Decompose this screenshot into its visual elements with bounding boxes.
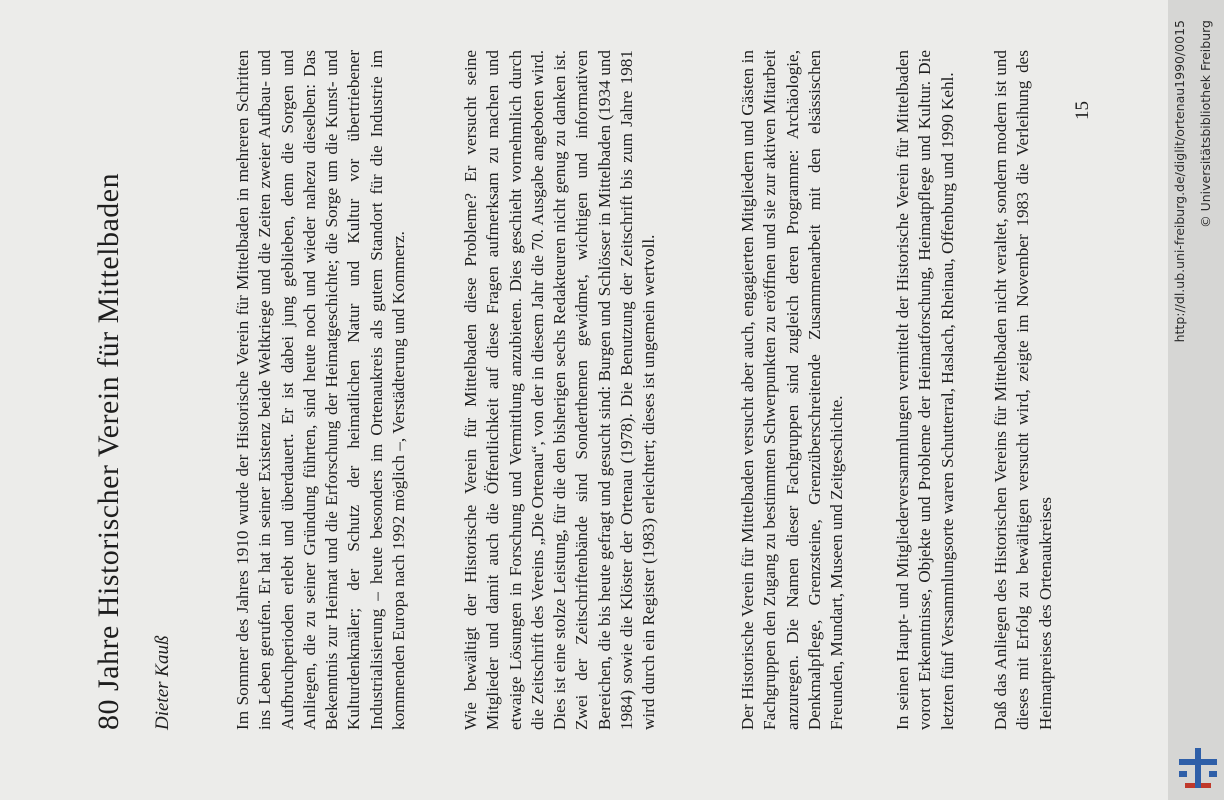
page-number: 15: [1072, 101, 1093, 120]
copyright-notice: © Universitätsbibliothek Freiburg: [1198, 20, 1213, 228]
article-title: 80 Jahre Historischer Verein für Mittelbaden: [92, 172, 125, 730]
paragraph: Im Sommer des Jahres 1910 wurde der Historische Verein für Mittelbaden in mehreren Schritten ins Leben gerufen. Er hat in seiner Existenz beide Weltkriege und die Zeiten zweier Aufbau- und Aufbruchperioden erlebt und überdauert. Er ist dabei jung geblieben, denn die Sorgen und Anliegen, die zu seiner Gründung führten, sind heute noch und wieder nahezu dieselben: Das Bekenntnis zur Heimat und die Erforschung der Heimatgeschichte; die Sorge um die Kunst- und Kulturdenkmäler; der Schutz der heimatlichen Natur und Kultur vor übertriebener Industrialisierung – heute besonders im Ortenaukreis als gutem Standort für die Industrie im kommenden Europa nach 1992 möglich –, Verstädterung und Kommerz.: [233, 50, 409, 730]
sidebar-text: [1168, 0, 1224, 800]
paragraph: Wie bewältigt der Historische Verein für Mittelbaden diese Probleme? Er versucht seine Mitglieder und damit auch die Öffentlichkeit auf diese Fragen aufmerksam zu machen und etwaige Lösungen in Forschung und Vermittlung anzubieten. Dies geschieht vornehmlich durch die Zeitschrift des Vereins „Die Ortenau“, von der in diesem Jahr die 70. Ausgabe angeboten wird. Dies ist eine stolze Leistung, für die den bisherigen sechs Redakteuren nicht genug zu danken ist. Zwei der Zeitschriftenbände sind Sonderthemen gewidmet, wichtigen und informativen Bereichen, die bis heute gefragt und gesucht sind: Burgen und Schlösser in Mittelbaden (1934 und 1984) sowie die Klöster der Ortenau (1978). Die Benutzung der Zeitschrift bis zum Jahre 1981 wird durch ein Register (1983) erleichtert; dieses ist ungemein wertvoll.: [461, 50, 659, 730]
paragraph: Daß das Anliegen des Historischen Vereins für Mittelbaden nicht veraltet, sondern modern ist und dieses mit Erfolg zu bewältigen versucht wird, zeigte im November 1983 die Verleihung des Heimatpreises des Ortenaukreises: [991, 50, 1055, 730]
article-author: Dieter Kauß: [152, 635, 173, 730]
source-url[interactable]: http://dl.ub.uni-freiburg.de/diglit/ortenau1990/0015: [1172, 20, 1187, 343]
paragraph: Der Historische Verein für Mittelbaden versucht aber auch, engagierten Mitgliedern und Gästen in Fachgruppen den Zugang zu bestimmten Schwerpunkten zu eröffnen und sie zur aktiven Mitarbeit anzuregen. Die Namen dieser Fachgruppen sind zugleich deren Programme: Archäologie, Denkmalpflege, Grenzsteine, Grenzüberschreitende Zusammenarbeit mit den elsässischen Freunden, Mundart, Museen und Zeitgeschichte.: [738, 50, 847, 730]
paragraph: In seinen Haupt- und Mitgliederversammlungen vermittelt der Historische Verein für Mittelbaden vorort Erkenntnisse, Objekte und Probleme der Heimatforschung, Heimatpflege und Kultur. Die letzten fünf Versammlungsorte waren Schutterral, Haslach, Rheinau, Offenburg und 1990 Kehl.: [893, 50, 957, 730]
ub-freiburg-logo-icon: [1175, 745, 1221, 791]
viewer-sidebar: [1168, 0, 1224, 800]
